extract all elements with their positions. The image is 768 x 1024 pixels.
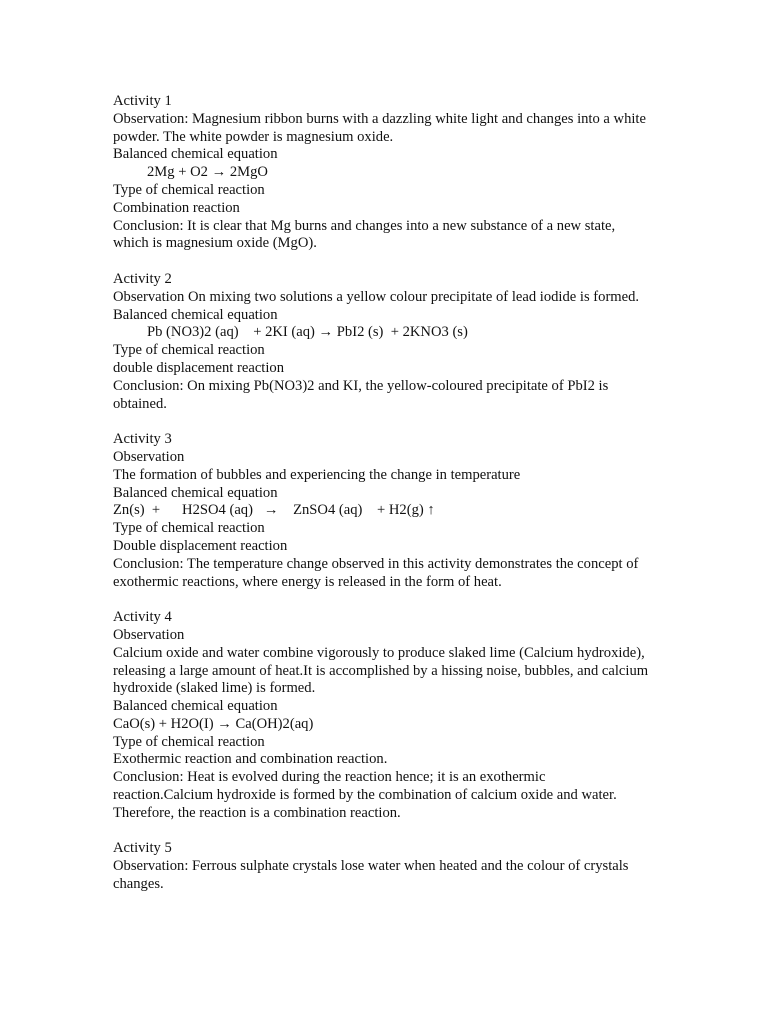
chemical-equation: 2Mg + O2 → 2MgO: [147, 164, 268, 181]
equation-label: Balanced chemical equation: [113, 698, 278, 715]
reaction-type-label: Type of chemical reaction: [113, 520, 265, 537]
observation-label: Observation: [113, 626, 185, 643]
activity-heading: Activity 1: [113, 93, 172, 109]
conclusion-text: Conclusion: Heat is evolved during the reaction hence; it is an exothermic: [113, 769, 546, 786]
chemical-equation: CaO(s) + H2O(I) → Ca(OH)2(aq): [113, 715, 314, 732]
activity-3: [113, 431, 653, 591]
reaction-type: double displacement reaction: [113, 359, 285, 376]
activity-heading: Activity 2: [113, 270, 172, 287]
reaction-type: Combination reaction: [113, 199, 240, 216]
conclusion-text: Conclusion: The temperature change observed in this activity demonstrates the concept of exothermic reactions, where energy is released in the form of heat.: [113, 555, 639, 590]
observation-text: Observation: Ferrous sulphate crystals lose water when heated and the colour of crystals changes.: [113, 858, 629, 893]
chemical-equation: Zn(s) + H2SO4 (aq) → ZnSO4 (aq) + H2(g) ↑: [113, 502, 435, 519]
reaction-type-label: Type of chemical reaction: [113, 181, 265, 198]
conclusion-text: Conclusion: It is clear that Mg burns and changes into a new substance of a new state, which is magnesium oxide (MgO).: [113, 217, 616, 252]
equation-label: Balanced chemical equation: [113, 484, 278, 501]
equation-label: Balanced chemical equation: [113, 306, 278, 323]
section-gap: [113, 413, 653, 431]
observation-text: Calcium oxide and water combine vigorously to produce slaked lime (Calcium hydroxide), releasing a large amount of heat.It is accomplished by a hissing noise, bubbles, and calcium hydroxide (slaked lime) is formed.: [113, 644, 649, 697]
reaction-type: Exothermic reaction and combination reaction.: [113, 751, 388, 768]
activity-4: [113, 609, 653, 823]
activity-heading: Activity 4: [113, 609, 172, 626]
conclusion-text: Conclusion: On mixing Pb(NO3)2 and KI, the yellow-coloured precipitate of PbI2 is obtained.: [113, 377, 609, 412]
conclusion-text: reaction.Calcium hydroxide is formed by the combination of calcium oxide and water.: [113, 787, 617, 804]
activity-heading: Activity 5: [113, 840, 172, 857]
reaction-type-label: Type of chemical reaction: [113, 342, 265, 359]
section-gap: [113, 823, 653, 841]
chemical-equation: Pb (NO3)2 (aq) + 2KI (aq) → PbI2 (s) + 2KNO3 (s): [147, 324, 468, 341]
section-gap: [113, 253, 653, 271]
observation-text: The formation of bubbles and experiencing the change in temperature: [113, 466, 521, 483]
activity-2: [113, 271, 653, 413]
observation-label: Observation: [113, 448, 185, 465]
observation-text: Observation: Magnesium ribbon burns with a dazzling white light and changes into a white powder. The white powder is magnesium oxide.: [113, 110, 646, 145]
observation-text: Observation On mixing two solutions a yellow colour precipitate of lead iodide is formed.: [113, 288, 640, 305]
activity-heading: Activity 3: [113, 431, 172, 448]
activity-5: [113, 840, 653, 893]
equation-label: Balanced chemical equation: [113, 146, 278, 163]
document-page: [113, 93, 653, 894]
reaction-type: Double displacement reaction: [113, 537, 288, 554]
activity-1: [113, 93, 653, 253]
section-gap: [113, 591, 653, 609]
reaction-type-label: Type of chemical reaction: [113, 733, 265, 750]
conclusion-text: Therefore, the reaction is a combination reaction.: [113, 804, 401, 821]
